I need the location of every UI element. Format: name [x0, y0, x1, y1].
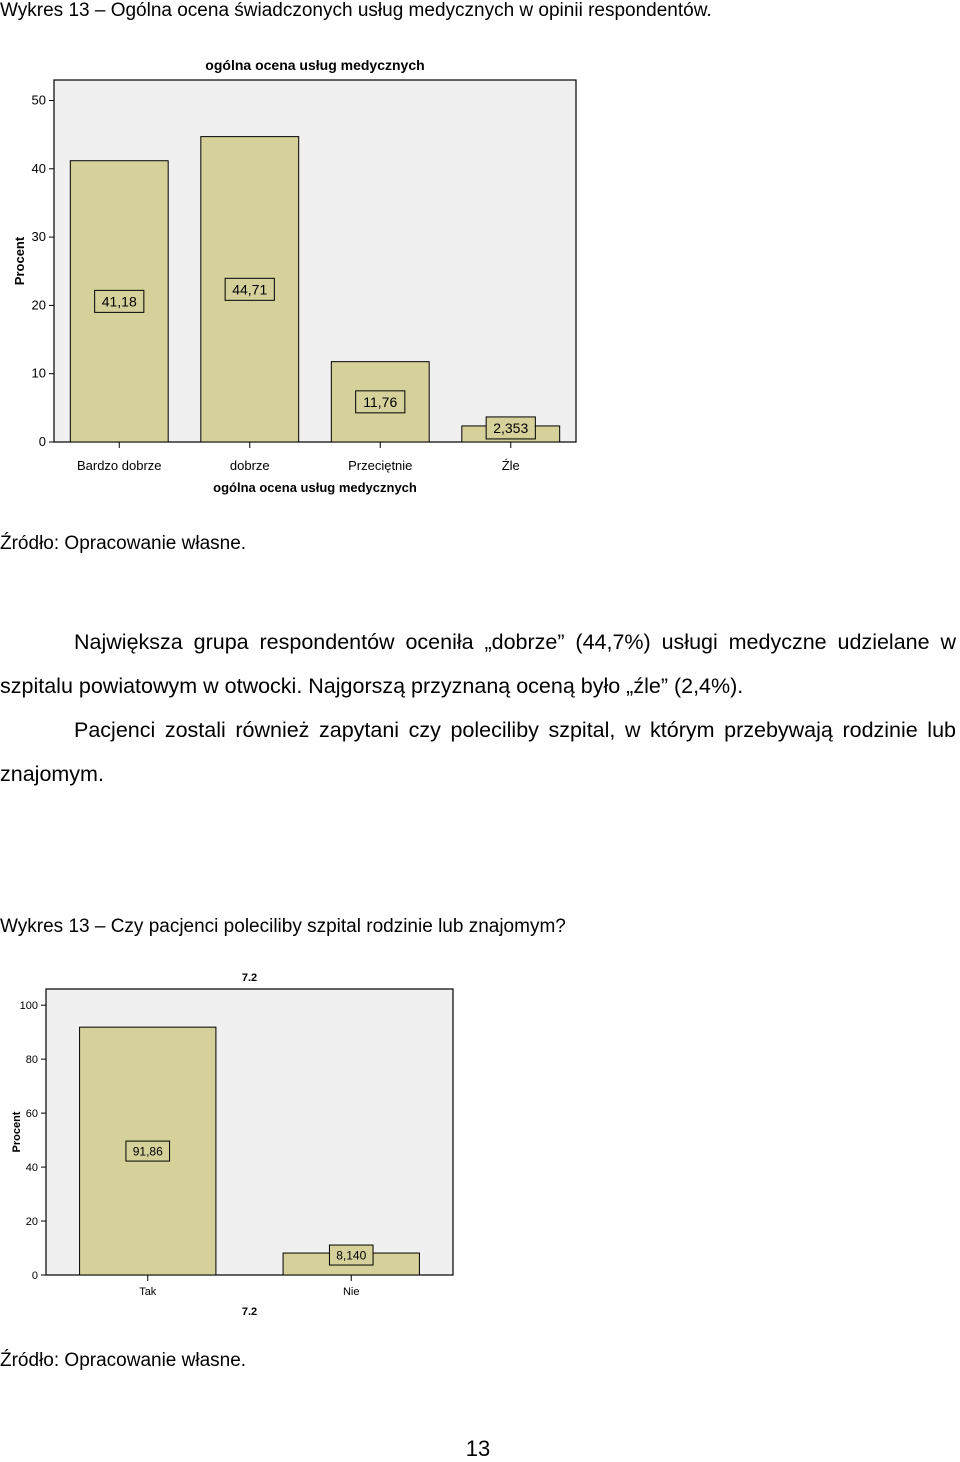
chart1-category-label: Źle	[501, 458, 520, 473]
paragraph-1: Największa grupa respondentów oceniła „dobrze” (44,7%) usługi medyczne udzielane w szpitalu powiatowym w otwocki. Najgorszą przyznaną oceną było „źle” (2,4%).	[0, 630, 956, 698]
chart1-ytick-label: 20	[31, 297, 46, 313]
chart1-ytick-label: 40	[31, 160, 46, 176]
chart1-title: ogólna ocena usług medycznych	[205, 57, 425, 73]
figure-caption-2: Wykres 13 – Czy pacjenci poleciliby szpital rodzinie lub znajomym?	[0, 916, 566, 937]
chart1-ytick-label: 10	[31, 365, 46, 381]
chart2-ytick-label: 100	[19, 1000, 38, 1013]
paragraph-2: Pacjenci zostali również zapytani czy poleciliby szpital, w którym przebywają rodzinie lub znajomym.	[0, 718, 956, 786]
chart2-ylabel: Procent	[11, 1111, 23, 1153]
chart1-category-label: dobrze	[229, 458, 270, 473]
chart1-ytick-label: 30	[31, 229, 46, 245]
chart1-ylabel: Procent	[12, 236, 27, 286]
chart1-xlabel: ogólna ocena usług medycznych	[213, 480, 417, 495]
figure-caption-1: Wykres 13 – Ogólna ocena świadczonych usług medycznych w opinii respondentów.	[0, 0, 712, 21]
chart2-ytick-label: 40	[25, 1162, 38, 1175]
chart2-title: 7.2	[241, 972, 258, 984]
chart1-data-label: 11,76	[363, 393, 398, 410]
chart2-ytick-label: 60	[25, 1108, 38, 1121]
chart1-ytick-label: 50	[31, 92, 46, 108]
chart2-xlabel: 7.2	[241, 1306, 258, 1318]
chart2-ytick-label: 0	[31, 1270, 38, 1282]
chart2-category-label: Nie	[342, 1286, 360, 1298]
chart2-ytick-label: 80	[25, 1054, 38, 1067]
chart2-category-label: Tak	[139, 1286, 157, 1298]
chart1-category-label: Przeciętnie	[348, 458, 413, 473]
chart2-data-label: 91,86	[132, 1144, 163, 1159]
page-number: 13	[465, 1436, 491, 1461]
chart1-data-label: 41,18	[101, 293, 137, 310]
chart-recommendation	[0, 965, 480, 1325]
chart1-data-label: 44,71	[232, 281, 268, 298]
chart1-category-label: Bardzo dobrze	[76, 458, 162, 473]
chart1-ytick-label: 0	[38, 434, 46, 449]
chart1-data-label: 2,353	[493, 419, 529, 436]
chart2-data-label: 8,140	[336, 1248, 367, 1263]
chart2-ytick-label: 20	[25, 1216, 38, 1229]
source-note-2: Źródło: Opracowanie własne.	[0, 1350, 247, 1371]
chart-medical-services	[0, 50, 600, 510]
source-note-1: Źródło: Opracowanie własne.	[0, 533, 247, 554]
body-text	[0, 620, 956, 796]
